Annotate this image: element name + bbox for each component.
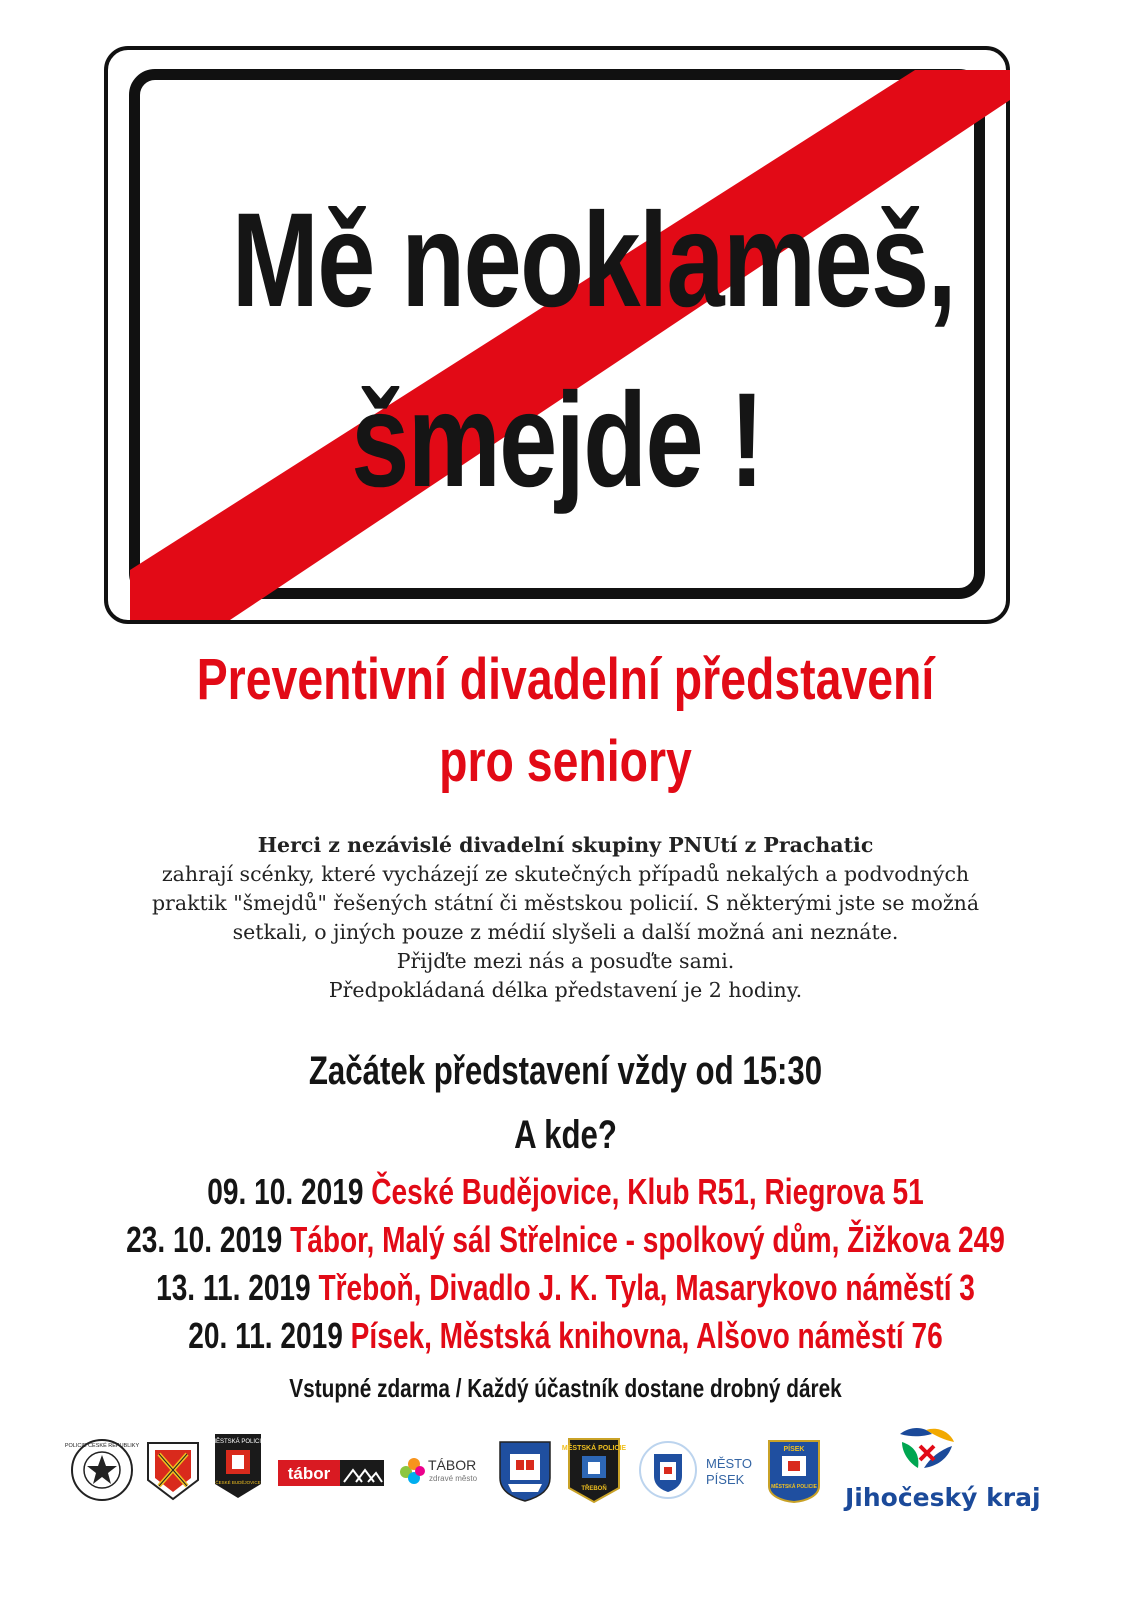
policie-cr-logo (64, 1438, 140, 1502)
mestska-policie-trebon-text: MĚSTSKÁ POLICIE (561, 1445, 627, 1452)
sign-inner-frame (129, 69, 985, 599)
mestska-policie-trebon-logo (561, 1436, 627, 1504)
event-date: 23. 10. 2019 (126, 1219, 291, 1260)
event-place: Tábor, Malý sál Střelnice - spolkový dům, Žižkova 249 (290, 1219, 1005, 1260)
description-line: Předpokládaná délka představení je 2 hodiny. (328, 978, 803, 1002)
event-row (124, 1216, 1006, 1264)
where-heading: A kde? (514, 1113, 617, 1157)
mesto-pisek-text-1: MĚSTO (706, 1456, 752, 1471)
mestska-policie-pisek-text: MĚSTSKÁ POLICIE (771, 1484, 817, 1490)
policie-cr-logo-text: POLICIE ČESKÉ REPUBLIKY (64, 1443, 140, 1449)
mesto-pisek-text-2: PÍSEK (706, 1472, 745, 1487)
tabor-city-logo-text: tábor (287, 1464, 331, 1483)
mesto-pisek-logo (640, 1438, 752, 1502)
event-date: 13. 11. 2019 (156, 1267, 319, 1308)
tabor-healthy-city-title: TÁBOR (428, 1457, 477, 1473)
tabor-city-logo (278, 1460, 384, 1486)
city-coat-of-arms-blue (498, 1440, 552, 1502)
headline-line2: pro seniory (439, 729, 692, 794)
event-row (124, 1264, 1006, 1312)
mestska-policie-pisek-city: PÍSEK (783, 1446, 805, 1453)
mestska-policie-trebon-city: TŘEBOŇ (581, 1486, 607, 1492)
event-list (0, 1168, 1131, 1360)
description (0, 831, 1131, 1005)
mestska-policie-cb-text: MĚSTSKÁ POLICIE (210, 1439, 266, 1445)
partner-logos (0, 1418, 1131, 1538)
start-time: Začátek představení vždy od 15:30 (308, 1049, 823, 1093)
free-entry-note: Vstupné zdarma / Každý účastník dostane drobný dárek (289, 1373, 842, 1403)
event-place: České Budějovice, Klub R51, Riegrova 51 (371, 1171, 924, 1212)
event-place: Třeboň, Divadlo J. K. Tyla, Masarykovo náměstí 3 (318, 1267, 975, 1308)
event-date: 20. 11. 2019 (188, 1315, 351, 1356)
event-row (124, 1168, 1006, 1216)
sign-strike-stripe (140, 80, 996, 610)
description-line: Přijďte mezi nás a posuďte sami. (396, 949, 735, 973)
event-place: Písek, Městská knihovna, Alšovo náměstí 76 (350, 1315, 943, 1356)
fire-rescue-shield-logo (145, 1440, 201, 1502)
description-lead: Herci z nezávislé divadelní skupiny PNUtí z Prachatic (257, 833, 874, 857)
tabor-healthy-city-sub: zdravé město (429, 1474, 478, 1483)
mestska-policie-cb-logo (210, 1432, 266, 1500)
event-row (124, 1312, 1006, 1360)
sign-title-line1: Mě neoklameš, (231, 186, 956, 335)
jihocesky-kraj-symbol (896, 1424, 958, 1474)
description-line: praktik "šmejdů" řešených státní či městskou policií. S některými jste se možná (151, 891, 980, 915)
sign-title-line2: šmejde ! (351, 366, 763, 515)
mestska-policie-pisek-logo (766, 1438, 822, 1504)
jihocesky-kraj-text: Jihočeský kraj (845, 1483, 1041, 1512)
description-line: zahrají scénky, které vycházejí ze skutečných případů nekalých a podvodných (161, 862, 970, 886)
headline-line1: Preventivní divadelní představení (196, 647, 935, 712)
tabor-healthy-city-logo (398, 1450, 490, 1490)
description-line: setkali, o jiných pouze z médií slyšeli a další možná ani neznáte. (232, 920, 899, 944)
mestska-policie-cb-city: ČESKÉ BUDĚJOVICE (215, 1480, 261, 1485)
event-date: 09. 10. 2019 (207, 1171, 372, 1212)
